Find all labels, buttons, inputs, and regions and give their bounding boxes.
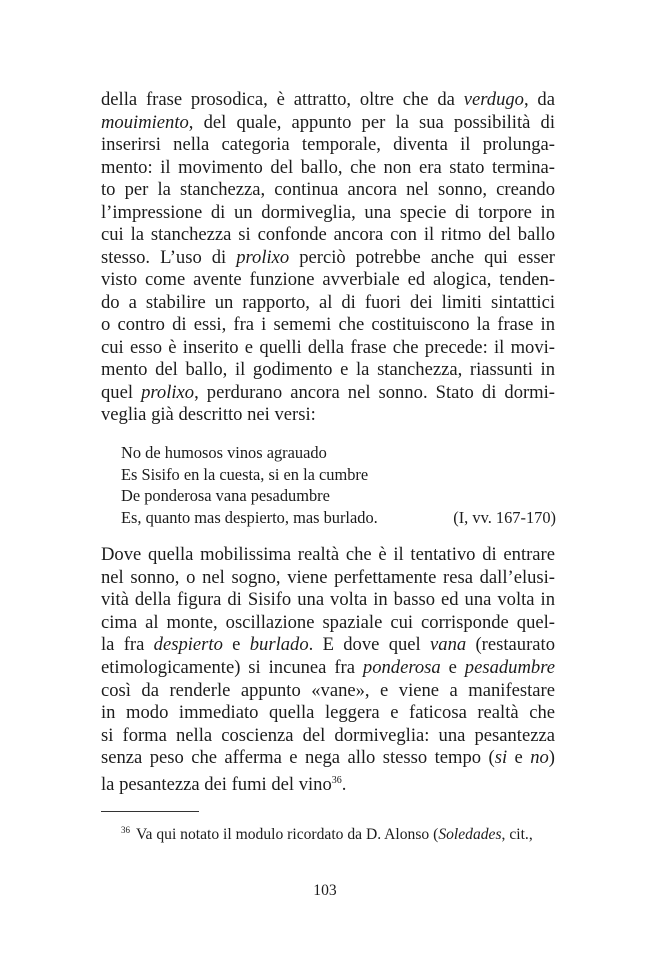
page-number: 103 [313, 882, 337, 899]
italic-term: prolixo [141, 381, 195, 403]
footnote-number: 36 [121, 825, 130, 835]
text-line: veglia già descritto nei versi: [101, 404, 316, 425]
italic-term: burlado [249, 634, 309, 656]
text-line: così da renderle appunto «vane», e viene a manifestare [101, 679, 555, 701]
text-line: to per la stanchezza, continua ancora nel sonno, creando [101, 179, 555, 200]
text-line: mouimiento, del quale, appunto per la sua possibilità di [101, 111, 555, 133]
text-line: vità della figura di Sisifo una volta in basso ed una volta in [101, 589, 555, 611]
text-line: senza peso che afferma e nega allo stesso tempo (si e no) [101, 747, 555, 769]
text-line: l’impressione di un dormiveglia, una specie di torpore in [101, 201, 555, 223]
text-line: cui esso è inserito e quelli della frase che precede: il movi- [101, 336, 555, 358]
text-line: la fra despierto e burlado. E dove quel vana (restaurato [101, 634, 555, 656]
text-line: do a stabilire un rapporto, al di fuori dei limiti sintattici [101, 291, 555, 313]
verse-line: No de humosos vinos agrauado [121, 443, 327, 462]
verse-reference: (I, vv. 167-170) [453, 507, 556, 527]
text-line: cui la stanchezza si confonde ancora con il ritmo del ballo [101, 224, 555, 245]
verse-line: Es Sisifo en la cuesta, si en la cumbre [121, 464, 369, 484]
italic-term: si [494, 747, 508, 769]
italic-term: Soledades [438, 826, 502, 843]
verse-line: Es, quanto mas despierto, mas burlado. (I, vv. 167-170) [121, 507, 556, 527]
footnote-ref: 36 [331, 775, 342, 786]
footnote-36 [121, 820, 556, 845]
text-line: quel prolixo, perdurano ancora nel sonno. Stato di dormi- [101, 381, 555, 403]
text-line: mento del ballo, il godimento e la stanchezza, riassunti in [101, 359, 555, 380]
text-line: mento: il movimento del ballo, che non era stato termina- [101, 156, 555, 178]
text-line: o contro di essi, fra i sememi che costituiscono la frase in [101, 314, 555, 335]
text-line: visto come avente funzione avverbiale ed alogica, tenden- [101, 269, 555, 290]
text-line: stesso. L’uso di prolixo perciò potrebbe anche qui esser [101, 246, 555, 268]
verse-line: De ponderosa vana pesadumbre [121, 486, 330, 505]
text-line: la pesantezza dei fumi del vino$^{36}$. [101, 774, 347, 795]
italic-term: prolixo [236, 246, 290, 268]
text-line: Dove quella mobilissima realtà che è il tentativo di entrare [101, 544, 555, 565]
text-line: inserirsi nella categoria temporale, diventa il prolunga- [101, 134, 555, 155]
italic-term: ponderosa [362, 657, 441, 678]
footnote-separator [101, 811, 199, 812]
italic-term: pesadumbre [464, 657, 555, 678]
text-line: della frase prosodica, è attratto, oltre che da verdugo, da [101, 89, 555, 110]
text-line: cima al monte, oscillazione spaziale cui corrisponde quel- [101, 611, 555, 633]
italic-term: despierto [153, 634, 223, 656]
italic-term: verdugo [463, 89, 524, 110]
text-line: etimologicamente) si incunea fra ponderosa e pesadumbre [101, 657, 555, 678]
text-line: si forma nella coscienza del dormiveglia: una pesantezza [101, 724, 555, 746]
italic-term: mouimiento [101, 111, 189, 133]
footnote-text: Va qui notato il modulo ricordato da D. Alonso (Soledades, cit., [136, 826, 533, 843]
text-line: nel sonno, o nel sogno, viene perfettamente resa dall’elusi- [101, 566, 555, 588]
text-line: in modo immediato quella leggera e faticosa realtà che [101, 702, 555, 724]
italic-term: no [530, 747, 549, 769]
italic-term: vana [430, 634, 467, 656]
